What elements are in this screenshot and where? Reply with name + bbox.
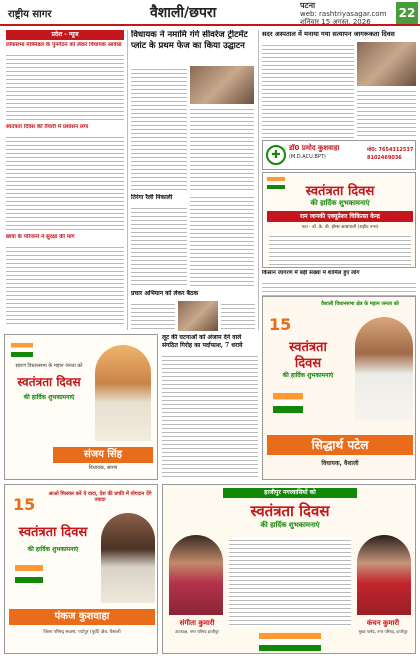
headline: किसान जागरण में बड़ी संख्या में शामिल हुए लोग xyxy=(262,270,360,276)
ad-top: हाजीपुर नगरवासियों को xyxy=(223,488,357,498)
portrait xyxy=(355,317,413,421)
clinic-greeting-ad xyxy=(262,172,416,268)
left-name: संगीता कुमारी xyxy=(179,619,215,627)
ad-text xyxy=(269,233,411,265)
masthead-info xyxy=(300,2,386,26)
doctor-degree: (M.D.ACU,BPT) xyxy=(289,154,326,160)
doctor-name: डॉ0 प्रमोद कुशवाहा xyxy=(289,144,340,152)
pankaj-greeting-ad xyxy=(4,484,158,654)
ad-title: जिला परिषद् सदस्य, पाटेपुर (पूर्वी) क्षेत्र, वैशाली xyxy=(43,630,121,635)
left-title: उपाध्यक्ष, नगर परिषद हाजीपुर xyxy=(175,629,219,634)
flag-icon xyxy=(15,565,43,583)
portrait xyxy=(101,513,155,603)
headline: लोकसभा मंत्रिमंडल के पुनर्गठन को लेकर विधायक आवास xyxy=(6,42,122,48)
ad-name: सिद्धार्थ पटेल xyxy=(267,435,413,455)
article-text xyxy=(131,301,175,331)
clinic-name: राम जानकी एक्यूप्रेशर चिकित्सा केन्द्र xyxy=(267,211,413,222)
ad-title: विधायक, वैशाली xyxy=(321,460,359,467)
website: web: rashtriyasagar.com xyxy=(300,10,387,18)
news-photo xyxy=(178,301,218,331)
headline-main: विधायक ने नमामि गंगे सीवरेज ट्रीटमेंट प्लांट के प्रथम फेज का किया उद्घाटन xyxy=(131,30,248,51)
right-name: कंचन कुमारी xyxy=(366,619,400,627)
page-number: 22 xyxy=(396,2,418,24)
clinic-address: पता - डॉ. के. बी. होम्स आम्रपाली (शहीद नगर) xyxy=(301,225,379,230)
article-text xyxy=(131,205,187,287)
news-photo xyxy=(190,66,254,104)
city: पटना xyxy=(300,1,316,10)
ad-list-text xyxy=(229,537,351,627)
caduceus-icon: ✚ xyxy=(266,145,286,165)
swatantrata-title: स्वतंत्रता दिवस xyxy=(250,502,330,520)
article-text xyxy=(190,194,254,287)
swatantrata-title: स्वतंत्रता दिवस xyxy=(17,375,81,389)
flag-icon xyxy=(11,343,33,357)
flag-icon xyxy=(273,393,303,413)
swatantrata-title: स्वतंत्रता दिवस xyxy=(305,184,375,199)
big-number: 15 xyxy=(13,495,36,514)
headline: छात्रा के परिजनों ने सुरक्षा की मांग xyxy=(6,234,75,240)
ad-label: सारण विधानसभा के महान जनता को xyxy=(15,363,83,369)
greeting: की हार्दिक शुभकामनाएं xyxy=(310,199,370,207)
article-text xyxy=(190,106,254,190)
divider xyxy=(127,30,128,330)
swatantrata-title: स्वतंत्रता दिवस xyxy=(18,525,88,540)
date: शनिवार 15 अगस्त, 2026 xyxy=(300,18,371,26)
phone: 8102469036 xyxy=(367,155,402,161)
headline: स्वतंत्रता दिवस की तैयारी में प्रशासन लगा xyxy=(6,124,89,130)
ad-name: संजय सिंह xyxy=(53,447,153,463)
headline-main: सदर अस्पताल में मनाया गया सत्यापन जागरूकता दिवस xyxy=(262,30,395,38)
greeting: की हार्दिक शुभकामनाएं xyxy=(260,521,320,529)
portrait xyxy=(95,345,151,441)
portrait-right xyxy=(357,535,411,615)
flag-icon xyxy=(259,633,321,651)
nagar-parishad-greeting-ad xyxy=(162,484,416,654)
doctor-ad xyxy=(262,140,416,170)
right-title: मुख्य पार्षद, नगर परिषद, हाजीपुर xyxy=(358,629,408,634)
article-text xyxy=(131,66,187,190)
headline: लूट की घटनाओं को अंजाम देने वाले संगठित गिरोह का पर्दाफाश, 7 धराये xyxy=(162,334,243,349)
article-text xyxy=(6,52,124,120)
ad-tagline: आओ मिलकर करें ये वादा, देश की प्रगति में योगदान देंगे ज्यादा xyxy=(48,491,152,503)
article-text xyxy=(357,88,416,138)
big-number: 15 xyxy=(269,315,292,334)
headline: तिरंगा रैली निकाली xyxy=(131,194,173,201)
siddharth-greeting-ad xyxy=(262,296,416,480)
divider xyxy=(258,30,259,330)
swatantrata-sub: दिवस xyxy=(294,356,322,371)
headline: प्रचार अभियान को लेकर बैठक xyxy=(131,290,199,297)
paper-name: राष्ट्रीय सागर xyxy=(8,9,52,20)
article-text xyxy=(221,301,255,331)
mla-greeting-ad xyxy=(4,334,158,480)
greeting: की हार्दिक शुभकामनाएं xyxy=(282,372,334,379)
phone: मो0: 7654312537 xyxy=(367,147,414,153)
article-text xyxy=(162,353,258,480)
portrait-left xyxy=(169,535,223,615)
ad-name: पंकज कुशवाहा xyxy=(9,609,155,625)
article-text xyxy=(6,244,124,324)
section-title: वैशाली/छपरा xyxy=(150,5,217,21)
swatantrata-title: स्वतंत्रता xyxy=(289,340,327,355)
ad-label: वैशाली विधानसभा क्षेत्र के महान जनता को xyxy=(321,301,399,307)
greeting: की हार्दिक शुभकामनाएं xyxy=(27,546,79,553)
news-photo xyxy=(357,42,416,86)
greeting: की हार्दिक शुभकामनाएं xyxy=(23,394,75,401)
ad-title: विधायक, सारण xyxy=(88,465,118,471)
article-text xyxy=(262,42,354,138)
section-band: प्रदेश - न्यूज xyxy=(6,30,124,40)
article-text xyxy=(6,134,124,230)
